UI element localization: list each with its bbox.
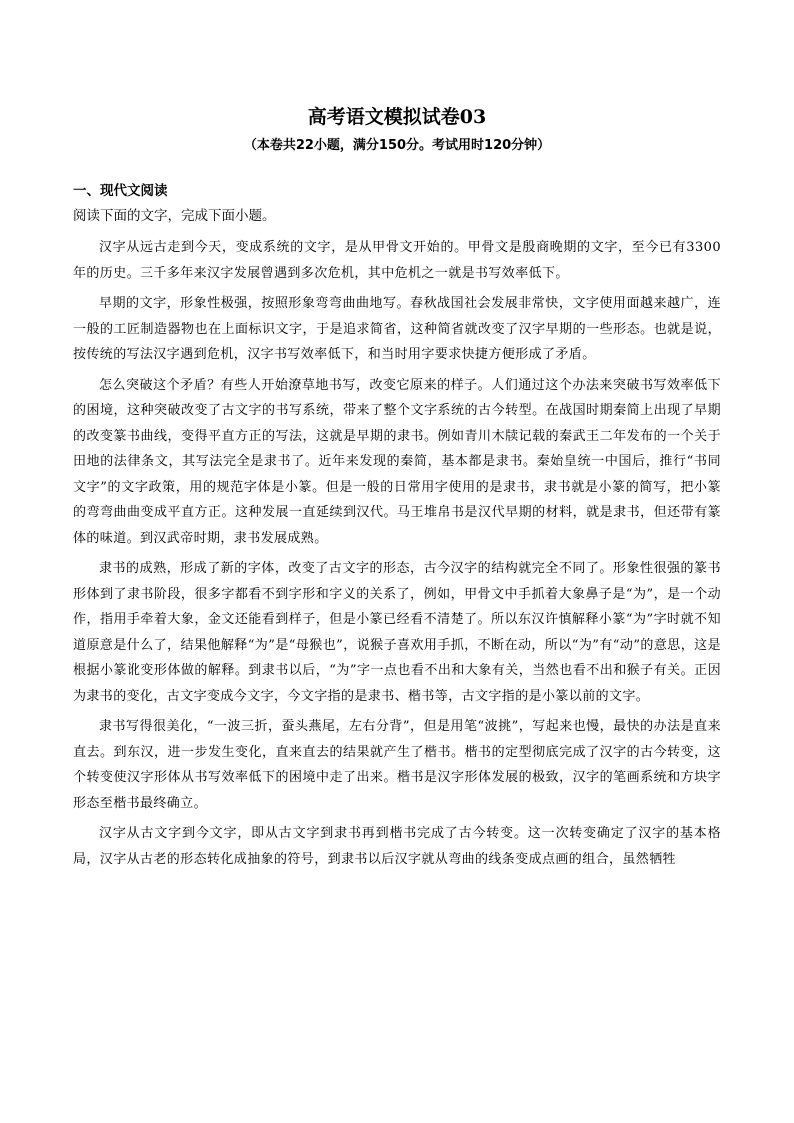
section-heading: 一、现代文阅读: [73, 183, 168, 199]
passage-paragraph-5: 隶书写得很美化，“一波三折，蚕头燕尾，左右分背”，但是用笔“波挑”，写起来也慢，最快的办法是直来直去。到东汉，进一步发生变化，直来直去的结果就产生了楷书。楷书的定型彻底完成了汉字的古今转变，这个转变使汉字形体从书写效率低下的困境中走了出来。楷书是汉字形体发展的极致，汉字的笔画系统和方块字形态至楷书最终确立。: [73, 719, 721, 811]
page-title: 高考语文模拟试卷03: [307, 106, 487, 128]
passage-paragraph-6: 汉字从古文字到今文字，即从古文字到隶书再到楷书完成了古今转变。这一次转变确定了汉字的基本格局，汉字从古老的形态转化成抽象的符号，到隶书以后汉字就从弯曲的线条变成点画的组合，虽然牺牲: [73, 826, 721, 867]
passage-paragraph-2: 早期的文字，形象性极强，按照形象弯弯曲曲地写。春秋战国社会发展非常快，文字使用面越来越广，连一般的工匠制造器物也在上面标识文字，于是追求简省，这种简省就改变了汉字早期的一些形态。也就是说，按传统的写法汉字遇到危机，汉字书写效率低下，和当时用字要求快捷方便形成了矛盾。: [73, 296, 721, 362]
reading-passage: [73, 235, 721, 877]
passage-paragraph-3: 怎么突破这个矛盾？有些人开始潦草地书写，改变它原来的样子。人们通过这个办法来突破书写效率低下的困境，这种突破改变了古文字的书写系统，带来了整个文字系统的古今转型。在战国时期秦简上出现了早期的改变篆书曲线，变得平直方正的写法，这就是早期的隶书。例如青川木牍记载的秦武王二年发布的一个关于田地的法律条文，其写法完全是隶书了。近年来发现的秦简，基本都是隶书。秦始皇统一中国后，推行“书同文字”的文字政策，用的规范字体是小篆。但是一般的日常用字使用的是隶书，隶书就是小篆的简写，把小篆的弯弯曲曲变成平直方正。这种发展一直延续到汉代。马王堆帛书是汉代早期的材料，就是隶书，但还带有篆体的味道。到汉武帝时期，隶书发展成熟。: [73, 377, 721, 546]
reading-instruction: 阅读下面的文字，完成下面小题。: [73, 208, 276, 224]
page-subtitle: （本卷共22小题，满分150分。考试用时120分钟）: [243, 138, 551, 153]
passage-paragraph-1: 汉字从远古走到今天，变成系统的文字，是从甲骨文开始的。甲骨文是殷商晚期的文字，至今已有3300年的历史。三千多年来汉字发展曾遇到多次危机，其中危机之一就是书写效率低下。: [73, 240, 721, 281]
passage-paragraph-4: 隶书的成熟，形成了新的字体，改变了古文字的形态，古今汉字的结构就完全不同了。形象性很强的篆书形体到了隶书阶段，很多字都看不到字形和字义的关系了，例如，甲骨文中手抓着大象鼻子是“为”，是一个动作，指用手牵着大象，金文还能看到样子，但是小篆已经看不清楚了。所以东汉许慎解释小篆“为”字时就不知道原意是什么了，结果他解释“为”是“母猴也”，说猴子喜欢用手抓，不断在动，所以“为”有“动”的意思，这是根据小篆讹变形体做的解释。到隶书以后，“为”字一点也看不出和大象有关，当然也看不出和猴子有关。正因为隶书的变化，古文字变成今文字，今文字指的是隶书、楷书等，古文字指的是小篆以前的文字。: [73, 561, 721, 704]
